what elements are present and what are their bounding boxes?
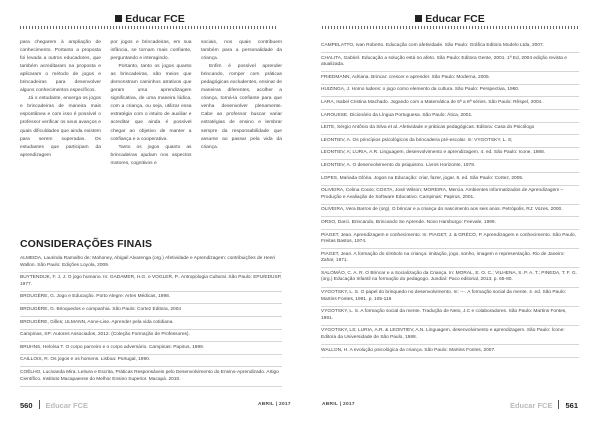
reference-item: HUIZINGA, J. Homo ludens: o jogo como elemento da cultura. São Paulo: Perspectiva, 1980. bbox=[321, 87, 579, 97]
footer-group bbox=[510, 400, 578, 410]
text-column-2 bbox=[111, 39, 192, 205]
reference-item: LEONTIEV, A. O desenvolvimento do psiquismo. Livros Horizonte, 1978. bbox=[321, 163, 579, 173]
reference-item: LOPES, Mariada Glória. Jogos na Educação: criar, fazer, jogar. 6. ed. São Paulo: Cortez, 2005. bbox=[321, 176, 579, 186]
reference-item: COÊLHO, Lucivanda Mira. Leitura e Escrita, Práticas Responsáveis pelo Desenvolvimento do Ensino-Aprendizado. Artigo Científico. Instituto Macapaense do Melhor Ensino Superior. Macapá. 2010. bbox=[20, 370, 282, 387]
reference-item: OLIVEIRA, Celina Couto; COSTA, José Wilson; MOREIRA, Mercia. Ambientes informatizados de Aprendizagem – Produção e Avaliação de Software Educativo. Campinas: Papirus, 2001. bbox=[321, 188, 579, 205]
reference-item: ORSO, Darci. Brincando, Brincando Se Aprende. Novo Hamburgo: Feevale, 1999. bbox=[321, 220, 579, 230]
divider bbox=[39, 400, 40, 409]
reference-item: SALOMÃO, C. A. R. O Brincar e a Socialização da Criança. In: MORAL, E. O. C.; VILHENA, S. P. A. T.; PINEDA, T. F. G. (org.) Educação Infantil na formação do pedagogo. Jundiaí: Paco editorial, 2013. p. 65-80. bbox=[321, 271, 579, 288]
reference-list bbox=[321, 43, 579, 360]
issue-date: ABRIL | 2017 bbox=[258, 402, 291, 407]
magazine-name: Educar FCE bbox=[45, 401, 89, 410]
text-column-3 bbox=[201, 39, 282, 205]
reference-item: VYGOTSKY, LS; LURIA, A.R. & LEONTIEV, A.N. Linguagem, desenvolvimento e aprendizagem. São Paulo: Ícone: Editora da Universidade de São Paulo, 1988. bbox=[321, 328, 579, 345]
reference-item: BROUGÈRE, Gilles; ULMANN, Anne-Lise. Aprender pela vida cotidiana. bbox=[20, 320, 282, 330]
paragraph: por jogos e brincadeiras, em sua infância, se tornam mais confiante, perguntando e interagindo. bbox=[110, 40, 192, 62]
footer-group bbox=[20, 400, 88, 410]
reference-item: WALLON, H. A evolução psicológica da criança. São Paulo: Martins Fontes, 2007. bbox=[321, 348, 579, 358]
text-column-1 bbox=[20, 39, 101, 205]
reference-item: ALMEIDA, Laurinda Ramalho de; Mahoney, Abigail Alvarenga (org.) Afetividade e Aprendizagem: contribuições de Henri Wallon. São Paulo: Edições Loyola, 2009. bbox=[20, 256, 282, 273]
paragraph: para chegarem à ampliação de conhecimento. Portanto a proposta foi levada a outros educadores, que também acreditaram na proposta e aplicaram o método de jogos e brincadeiras para desenvolver alguns conhecimentos específicos. bbox=[20, 40, 101, 94]
reference-item: BUYTENDIJK, F. J. J. O jogo humano. In: GADAMER, H.G. e VOGLER, P.. Antropologia Cultural. São Paulo: EPU/EDUSP, 1977. bbox=[20, 275, 282, 292]
reference-item: LEITE, Sérgio Antônio da Silva et al. Afetividade e práticas pedagógicas. Editora: Casa do Psicólogo bbox=[321, 125, 579, 135]
reference-item: PIAGET, Jean. A formação do símbolo na criança: imitação, jogo, sonho, imagem e representação. Rio de Janeiro: Zahar, 1971. bbox=[321, 252, 579, 269]
left-page-footer bbox=[0, 400, 300, 414]
reference-item: LEONTIEV, A; LURIA, A.R. Linguagem, desenvolvimento e aprendizagem. 4. ed. São Paulo: Icone, 1988. bbox=[321, 150, 579, 160]
header-rule bbox=[322, 26, 580, 29]
header-rule bbox=[20, 26, 278, 29]
magazine-name: Educar FCE bbox=[509, 401, 553, 410]
reference-item: BROUGÈRE, G. Brinquedos e companhia. São Paulo: Cortez Editora, 2004 bbox=[20, 307, 282, 317]
paragraph: sociais, nos quais contribuem também para a personalidade da criança. bbox=[201, 40, 282, 62]
reference-item: OLIVEIRA, Vera Barros de (org). O brincar e a criança do nascimento aos seis anos. Petrópolis, RJ: Vozes, 2000. bbox=[321, 207, 579, 217]
reference-item: BROUGÈRE, G. Jogo e Educação. Porto Alegre: Artes Médicas, 1998. bbox=[20, 294, 282, 304]
reference-item: FRIEDMANN, Adriana. Brincar: crescer e aprender. São Paulo: Moderna, 2005. bbox=[321, 75, 579, 85]
header-title: Educar FCE bbox=[425, 13, 485, 25]
paragraph: Tanto os jogos quanto as brincadeiras ajudam nos aspectos motores, cognitivos e bbox=[110, 144, 192, 166]
header-title: Educar FCE bbox=[125, 13, 185, 25]
issue-date: ABRIL | 2017 bbox=[322, 402, 355, 407]
reference-item: BRUHNS, Heloísa T. O corpo parceiro e o corpo adversário. Campinas: Papirus, 1999. bbox=[20, 345, 282, 355]
page-number: 560 bbox=[20, 401, 33, 410]
right-page-header bbox=[300, 13, 600, 25]
reference-item: VYGOTSKY, L. S. A formação social da mente. Tradução de Neto, J.C e colaboradores. São Paulo: Martins Fontes, 1991. bbox=[321, 309, 579, 326]
reference-item: CHALITA, Gabriel. Educação a solução está no afeto. São Paulo: Editora Gente, 2001. 1ª Ed, 2004 edição revista e atualizada. bbox=[321, 56, 579, 73]
left-page-header bbox=[0, 13, 300, 25]
reference-list bbox=[20, 256, 282, 389]
right-page-footer bbox=[300, 400, 600, 414]
paragraph: Enfim é possível aprender brincando, romper com práticas pedagógicas excludentes, ensinar de maneiras diferentes, acolher a criança, torná-la confiante para que venha desenvolver plenamente. Cabe ao professor buscar variar estratégias de ensino e lembrar sempre da responsabilidade que assume ao passar pela vida da criança. bbox=[201, 64, 282, 150]
paragraph: Já o estudante, enxerga os jogos e brincadeiras de maneira mais espontânea e com isso é possível o professor verificar os seus avanços e quais dificuldades que ainda existem para serem superadas. Os estudantes que participam da aprendizagem bbox=[20, 96, 101, 158]
reference-item: LEONTIEV, A. Os princípios psicológicos da brincadeira pré-escolar. In: VYGOTSKY, L. S; bbox=[321, 138, 579, 148]
divider bbox=[558, 400, 559, 409]
reference-item: PIAGET, Jean. Aprendizagem e conhecimento. In: PIAGET, J. & GRÉCO, P. Aprendizagem e conhecimento. São Paulo, Freitas Bastos, 1974. bbox=[321, 233, 579, 250]
page-number: 561 bbox=[565, 401, 578, 410]
reference-item: LAROUSSE. Dicionário da Língua Portuguesa. São Paulo: Ática, 2001. bbox=[321, 113, 579, 123]
section-title: CONSIDERAÇÕES FINAIS bbox=[20, 238, 153, 250]
square-icon bbox=[415, 15, 422, 22]
reference-item: CAMPELATTO, Ivan Roberto. Educação com afetividade. São Paulo: Gráfica Editora Modelo Ltda, 2007. bbox=[321, 43, 579, 53]
body-columns bbox=[20, 39, 282, 205]
reference-item: CAILLOIS, R. Os jogos e os homens. Lisboa: Portugal, 1990. bbox=[20, 357, 282, 367]
paragraph: Portanto, tanto os jogos quanto as brincadeiras, são meios que demonstram caminhos atrativos que geram uma aprendizagem significativa, de uma maneira lúdica, com a criança, ou seja, utilizar essa estratégia com o intuito de auxiliar e acreditar que ainda é possível chegar ao objetivo de manter a confiança e a cooperativa. bbox=[110, 64, 192, 142]
right-page bbox=[300, 0, 600, 424]
square-icon bbox=[115, 15, 122, 22]
reference-item: LARA, Isabel Cristina Machado. Jogando com a Matemática de 5ª a 8ª séries. São Paulo: Rêspel, 2004. bbox=[321, 100, 579, 110]
reference-item: VYGOTSKY, L. S. O papel do brinquedo no desenvolvimento. In: ---. A formação social da mente. 4. ed. São Paulo: Martins Fontes, 1991. p. 105-118 bbox=[321, 290, 579, 307]
reference-item: Campinas, SP: Autores Associados, 2012. (Coleção Formação de Professores). bbox=[20, 332, 282, 342]
